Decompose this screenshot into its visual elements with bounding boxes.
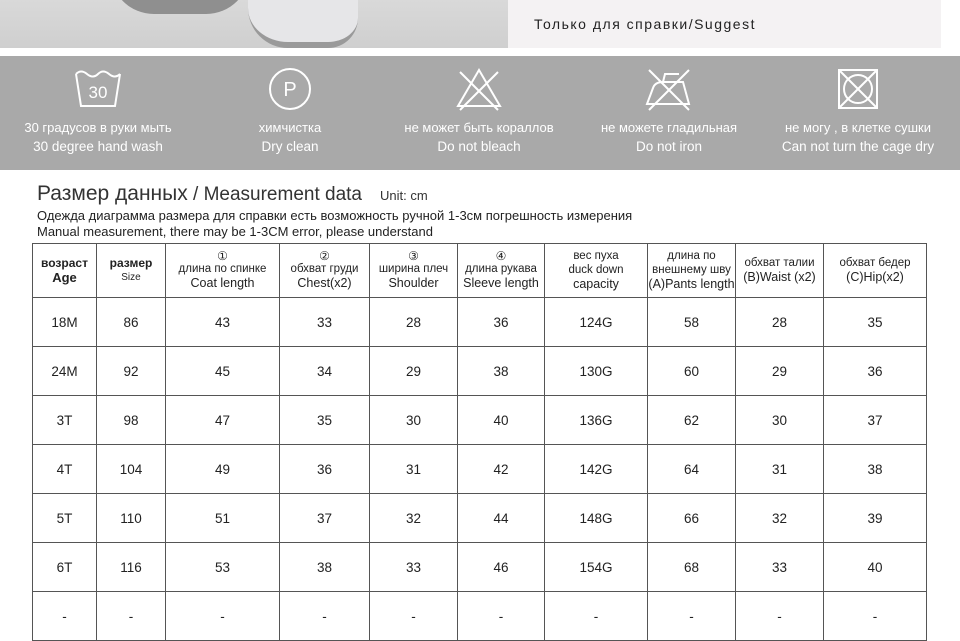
table-cell: 6T (33, 543, 97, 592)
no-tumble-dry-icon (835, 66, 881, 112)
table-cell: 29 (736, 347, 824, 396)
table-cell: 32 (370, 494, 458, 543)
table-cell: 31 (370, 445, 458, 494)
care-instructions-band (0, 56, 960, 170)
table-cell: 98 (97, 396, 166, 445)
table-cell: 110 (97, 494, 166, 543)
care-item-no-bleach (383, 56, 575, 170)
care-item-no-iron (573, 56, 765, 170)
product-photo-strip (0, 0, 508, 48)
header-shoulder: ③ ширина плеч Shoulder (370, 244, 458, 298)
table-cell: 18M (33, 298, 97, 347)
table-cell: 31 (736, 445, 824, 494)
reference-note-panel (508, 0, 941, 48)
header-age: возраст Age (33, 244, 97, 298)
table-cell: 60 (648, 347, 736, 396)
table-row (33, 396, 927, 445)
table-cell: 47 (166, 396, 280, 445)
care-label-ru: не могу , в клетке сушки (784, 120, 931, 135)
table-cell: 35 (280, 396, 370, 445)
table-cell: 35 (824, 298, 927, 347)
header-chest: ② обхват груди Chest(x2) (280, 244, 370, 298)
table-cell: 148G (545, 494, 648, 543)
table-cell: 28 (736, 298, 824, 347)
table-cell: 46 (458, 543, 545, 592)
table-cell: 154G (545, 543, 648, 592)
table-cell: - (280, 592, 370, 641)
table-cell: 68 (648, 543, 736, 592)
care-item-dry-clean (194, 56, 386, 170)
measurement-title (37, 182, 428, 206)
care-label-ru: химчистка (258, 120, 322, 135)
table-cell: 37 (280, 494, 370, 543)
table-cell: 86 (97, 298, 166, 347)
table-cell: 29 (370, 347, 458, 396)
shoe-right-image (248, 0, 358, 48)
measurement-unit: Unit: cm (380, 188, 428, 203)
header-down-capacity: вес пуха duck down capacity (545, 244, 648, 298)
table-cell: 44 (458, 494, 545, 543)
table-cell: 36 (458, 298, 545, 347)
measurement-title-ru: Размер данных (37, 182, 188, 205)
table-cell: 45 (166, 347, 280, 396)
care-label-en: Dry clean (261, 139, 319, 154)
table-cell: - (545, 592, 648, 641)
table-cell: 64 (648, 445, 736, 494)
table-cell: 30 (736, 396, 824, 445)
table-cell: 116 (97, 543, 166, 592)
table-cell: 40 (824, 543, 927, 592)
table-cell: 38 (824, 445, 927, 494)
table-cell: 53 (166, 543, 280, 592)
dry-clean-p-icon (267, 66, 313, 112)
care-label-en: Do not iron (635, 139, 703, 154)
care-label-ru: 30 градусов в руки мыть (24, 120, 172, 135)
table-row (33, 592, 927, 641)
table-cell: 24M (33, 347, 97, 396)
care-label-ru: не можете гладильная (600, 120, 738, 135)
care-label-ru: не может быть кораллов (404, 120, 554, 135)
care-label-en: Can not turn the cage dry (781, 139, 935, 154)
table-cell: 5T (33, 494, 97, 543)
table-cell: 28 (370, 298, 458, 347)
table-cell: 33 (370, 543, 458, 592)
table-cell: 33 (736, 543, 824, 592)
table-cell: 124G (545, 298, 648, 347)
measurement-note-ru: Одежда диаграмма размера для справки есть возможность ручной 1-3см погрешность измерения (37, 208, 633, 223)
table-cell: 40 (458, 396, 545, 445)
table-cell: 36 (824, 347, 927, 396)
table-row (33, 347, 927, 396)
svg-text:P: P (283, 79, 297, 101)
table-cell: - (824, 592, 927, 641)
table-cell: 136G (545, 396, 648, 445)
header-pants-length: длина по внешнему шву (A)Pants length (648, 244, 736, 298)
table-row (33, 298, 927, 347)
size-chart-table (32, 243, 927, 641)
measurement-title-separator: / (187, 184, 204, 205)
table-cell: - (33, 592, 97, 641)
table-cell: 39 (824, 494, 927, 543)
table-cell: - (370, 592, 458, 641)
header-waist: обхват талии (B)Waist (x2) (736, 244, 824, 298)
table-cell: 36 (280, 445, 370, 494)
table-cell: 42 (458, 445, 545, 494)
table-row (33, 543, 927, 592)
table-cell: 38 (458, 347, 545, 396)
table-cell: 142G (545, 445, 648, 494)
table-cell: 4T (33, 445, 97, 494)
shoe-left-image (110, 0, 250, 14)
table-cell: 49 (166, 445, 280, 494)
table-cell: 32 (736, 494, 824, 543)
table-cell: 3T (33, 396, 97, 445)
no-bleach-icon (454, 66, 504, 112)
care-item-hand-wash (2, 56, 194, 170)
table-cell: - (736, 592, 824, 641)
table-cell: 38 (280, 543, 370, 592)
measurement-note-en: Manual measurement, there may be 1-3CM error, please understand (37, 224, 433, 239)
table-header-row (33, 244, 927, 298)
header-coat-length: ① длина по спинке Coat length (166, 244, 280, 298)
table-cell: - (97, 592, 166, 641)
header-sleeve-length: ④ длина рукава Sleeve length (458, 244, 545, 298)
table-cell: 104 (97, 445, 166, 494)
table-cell: - (648, 592, 736, 641)
table-cell: 30 (370, 396, 458, 445)
table-row (33, 494, 927, 543)
svg-text:30: 30 (88, 83, 108, 102)
table-cell: 33 (280, 298, 370, 347)
table-cell: - (166, 592, 280, 641)
measurement-title-en: Measurement data (203, 184, 362, 205)
table-cell: 58 (648, 298, 736, 347)
table-cell: 92 (97, 347, 166, 396)
table-cell: - (458, 592, 545, 641)
header-hip: обхват бедер (C)Hip(x2) (824, 244, 927, 298)
table-cell: 62 (648, 396, 736, 445)
table-cell: 130G (545, 347, 648, 396)
reference-note: Только для справки/Suggest (534, 16, 756, 32)
table-cell: 34 (280, 347, 370, 396)
header-size: размер Size (97, 244, 166, 298)
no-iron-icon (643, 66, 695, 112)
table-cell: 43 (166, 298, 280, 347)
table-cell: 51 (166, 494, 280, 543)
table-cell: 37 (824, 396, 927, 445)
wash-30-icon (73, 66, 123, 112)
table-cell: 66 (648, 494, 736, 543)
care-item-no-tumble-dry (762, 56, 954, 170)
table-row (33, 445, 927, 494)
care-label-en: 30 degree hand wash (33, 139, 163, 154)
care-label-en: Do not bleach (437, 139, 521, 154)
